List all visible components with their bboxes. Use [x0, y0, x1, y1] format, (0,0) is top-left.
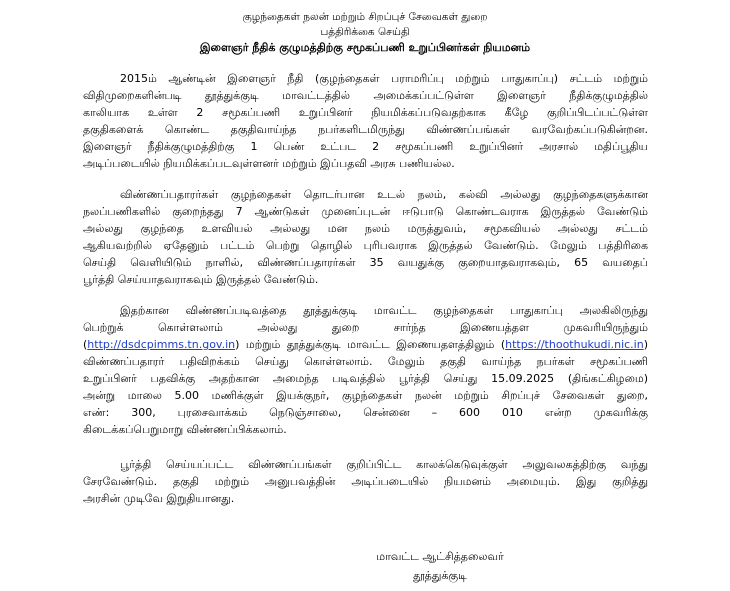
link-open-paren: (	[83, 338, 88, 351]
intro-paragraph-line: காலியாக உள்ள 2 சமூகப்பணி உறுப்பினர் நியமிக்கப்படுவதற்காக கீழே குறிப்பிடப்பட்டுள்ள	[83, 106, 648, 119]
eligibility-paragraph-line: செய்தி வெளியிடும் நாளில், விண்ணப்பதாரர்கள் 35 வயதுக்கு குறையாதவராகவும், 65 வயதைப்	[83, 256, 648, 269]
link-close-paren: )	[643, 338, 648, 351]
eligibility-paragraph-line: விண்ணப்பதாரர்கள் குழந்தைகள் தொடர்பான உடல் நலம், கல்வி அல்லது குழந்தைகளுக்கான	[120, 188, 648, 201]
press-release-subject: இளைஞர் நீதிக் குழுமத்திற்கு சமூகப்பணி உறுப்பினர்கள் நியமனம்	[199, 41, 531, 54]
application-paragraph-line: பெற்றுக் கொள்ளலாம் அல்லது துறை சார்ந்த இணையத்தள முகவரியிருந்தும்	[83, 321, 648, 334]
eligibility-paragraph-line: பூர்த்தி செய்யாதவராகவும் இருத்தல் வேண்டும்.	[83, 273, 319, 286]
eligibility-paragraph	[83, 186, 648, 288]
intro-paragraph-line: 2015ம் ஆண்டின் இளைஞர் நீதி (குழந்தைகள் பராமரிப்பு மற்றும் பாதுகாப்பு) சட்டம் மற்றும்	[120, 72, 648, 85]
intro-paragraph	[83, 70, 648, 172]
application-paragraph-line: உறுப்பினர் பதவிக்கு அதற்கான அமைந்த படிவத்தில் பூர்த்தி செய்து 15.09.2025 (திங்கட்கிழமை)	[83, 372, 648, 385]
department-portal-link[interactable]: http://dsdcpimms.tn.gov.in	[87, 338, 236, 351]
application-links-line	[83, 336, 648, 353]
signatory-title: மாவட்ட ஆட்சித்தலைவர்	[376, 550, 504, 563]
application-paragraph-line: இதற்கான விண்ணப்படிவத்தை தூத்துக்குடி மாவட்ட குழந்தைகள் பாதுகாப்பு அலகிலிருந்து	[120, 304, 648, 317]
intro-paragraph-line: இளைஞர் நீதிக்குழுமத்திற்கு 1 பெண் உட்பட 2 சமூகப்பணி உறுப்பினர் அரசால் மதிப்பூதிய	[83, 140, 648, 153]
selection-paragraph-line: சேரவேண்டும். தகுதி மற்றும் அனுபவத்தின் அடிப்படையில் நியமனம் அமையும். இது குறித்து	[83, 475, 648, 488]
intro-paragraph-line: அடிப்படையில் நியமிக்கப்படவுள்ளனர் மற்றும் இப்பதவி அரசு பணியல்ல.	[83, 157, 455, 170]
eligibility-paragraph-line: நலப்பணிகளில் குறைந்தது 7 ஆண்டுகள் முனைப்புடன் ஈடுபாடு கொண்டவராக இருத்தல் வேண்டும்	[83, 205, 648, 218]
document-type: பத்திரிக்கை செய்தி	[320, 26, 410, 38]
application-paragraph	[83, 302, 648, 438]
application-paragraph-line: விண்ணப்பதாரர் பதிவிறக்கம் செய்து கொள்ளலாம். மேலும் தகுதி வாய்ந்த நபர்கள் சமூகப்பணி	[83, 355, 648, 368]
selection-paragraph-line: பூர்த்தி செய்யப்பட்ட விண்ணப்பங்கள் குறிப்பிட்ட காலக்கெடுவுக்குள் அலுவலகத்திற்கு வந்து	[120, 458, 648, 471]
signatory-place: தூத்துக்குடி	[413, 569, 467, 582]
selection-paragraph	[83, 456, 648, 507]
intro-paragraph-line: தகுதிகளைக் கொண்ட தகுதிவாய்ந்த நபர்களிடமிருந்து விண்ணப்பங்கள் வரவேற்கப்படுகின்றன.	[83, 123, 648, 136]
application-paragraph-line: எண்: 300, புரசைவாக்கம் நெடுஞ்சாலை, சென்னை – 600 010 என்ற முகவரிக்கு	[83, 406, 648, 419]
links-line-text: ) மற்றும் தூத்துக்குடி மாவட்ட இணையதளத்திலும் (	[235, 338, 506, 351]
selection-paragraph-line: அரசின் முடிவே இறுதியானது.	[83, 492, 235, 505]
eligibility-paragraph-line: அல்லது குழந்தை உளவியல் அல்லது மன நலம் மருத்துவம், சமூகவியல் அல்லது சட்டம்	[83, 222, 648, 235]
application-paragraph-line: கிடைக்கப்பெறுமாறு விண்ணப்பிக்கலாம்.	[83, 423, 287, 436]
district-website-link[interactable]: https://thoothukudi.nic.in	[505, 338, 644, 351]
department-name: குழந்தைகள் நலன் மற்றும் சிறப்புச் சேவைகள் துறை	[242, 11, 488, 23]
intro-paragraph-line: விதிமுறைகளின்படி தூத்துக்குடி மாவட்டத்தில் அமைக்கப்பட்டுள்ள இளைஞர் நீதிக்குழுமத்தில்	[83, 89, 648, 102]
eligibility-paragraph-line: ஆகியவற்றில் ஏதேனும் பட்டம் பெற்று தொழில் புரிபவராக இருத்தல் வேண்டும். மேலும் பத்திரிகை	[83, 239, 648, 252]
application-paragraph-line: அன்று மாலை 5.00 மணிக்குள் இயக்குநர், குழந்தைகள் நலன் மற்றும் சிறப்புச் சேவைகள் துறை,	[83, 389, 648, 402]
signature-block	[360, 547, 520, 585]
